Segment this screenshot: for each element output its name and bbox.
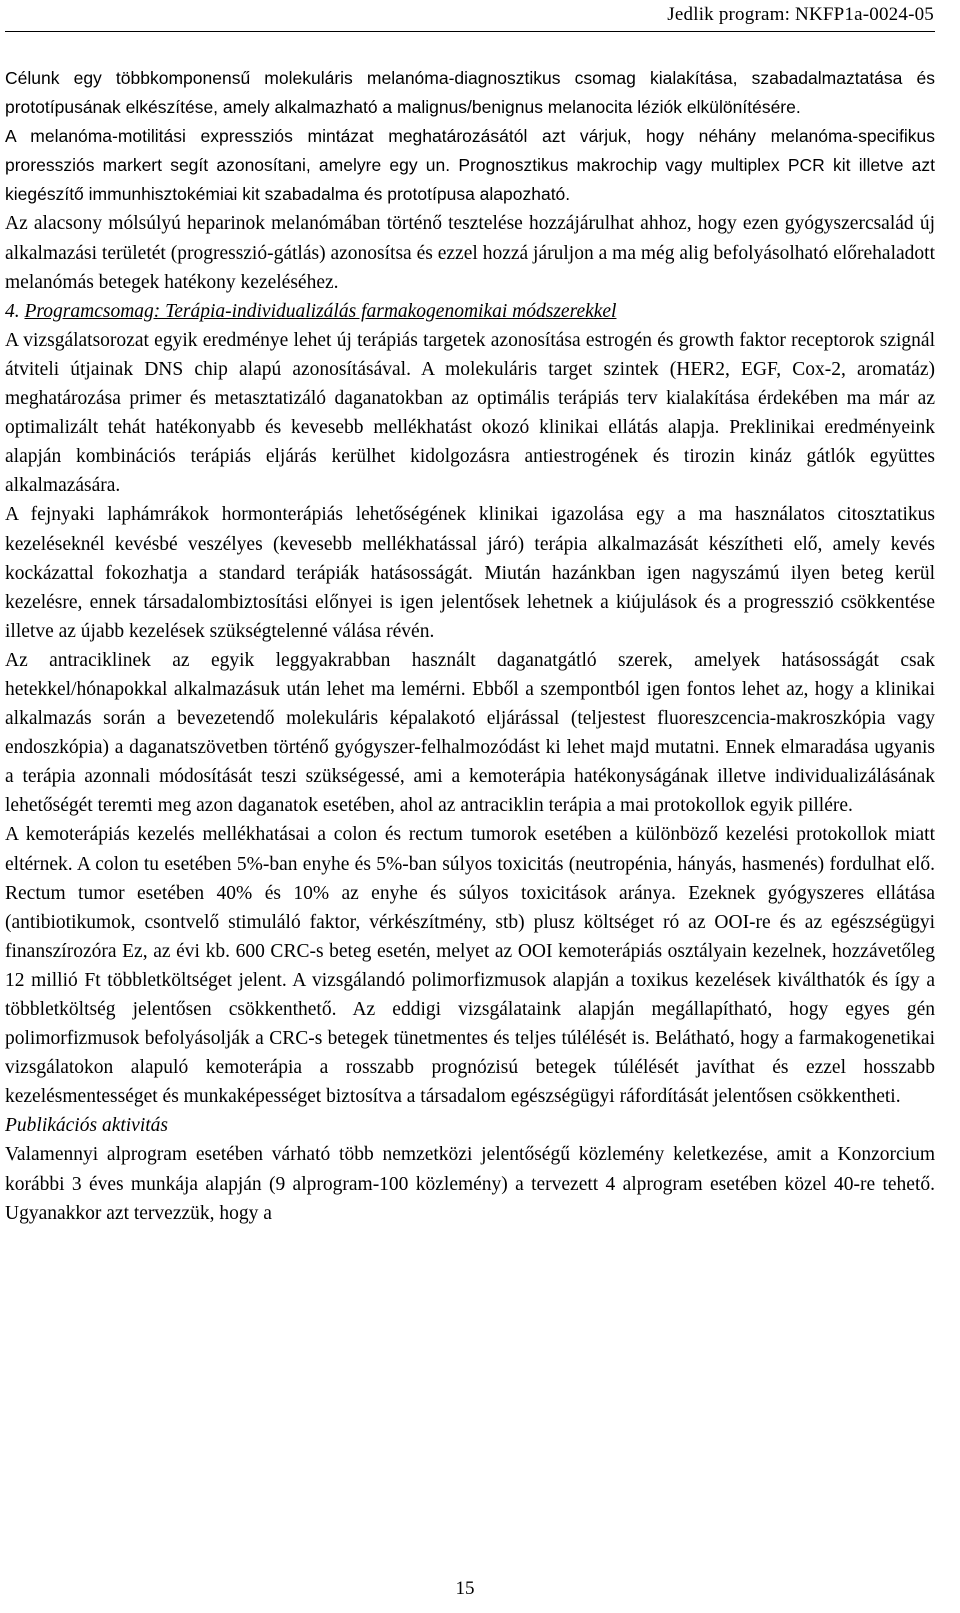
paragraph-targets: A vizsgálatsorozat egyik eredménye lehet új terápiás targetek azonosítása estrogén és growth faktor receptorok szignál átviteli útjainak DNS chip alapú azonosításával. A molekuláris target szintek (HER2, EGF, Cox-2, aromatáz) meghatározása primer és metasztatizáló daganatokban az optimális terápiás terv kialakítása érdekében ma már az optimalizált tehát hatékonyabb és kevesebb mellékhatást okozó klinikai ellátás alapja. Preklinikai eredményeink alapján kombinációs terápiás eljárás kerülhet kidolgozásra antiestrogének és tirozin kináz gátlók együttes alkalmazására.	[5, 329, 935, 497]
page-number: 15	[455, 1578, 475, 1599]
paragraph-motility: A melanóma-motilitási expressziós mintázat meghatározásától azt várjuk, hogy néhány melanóma-specifikus proressziós markert segít azonosítani, amelyre egy un. Prognosztikus makrochip vagy multiplex PCR kit illetve azt kiegészítő immunhisztokémiai kit szabadalma és prototípusa alapozható.	[5, 126, 935, 205]
header-rule	[5, 31, 935, 32]
section-heading-4-number: 4.	[5, 300, 25, 322]
section-heading-4-title: Programcsomag: Terápia-individualizálás farmakogenomikai módszerekkel	[24, 300, 617, 322]
paragraph-anthracyclines: Az antraciklinek az egyik leggyakrabban használt daganatgátló szerek, amelyek hatásosságát csak hetekkel/hónapokkal alkalmazásuk után lehet ma lemérni. Ebből a szempontból igen fontos lehet az, hogy a klinikai alkalmazás során a bevezetendő molekuláris képalakotó eljárással (teljestest fluoreszcencia-makroszkópia vagy endoszkópia) a daganatszövetben történő gyógyszer-felhalmozódást ki lehet majd mutatni. Ennek elmaradása ugyanis a terápia azonnali módosítását teszi szükségessé, ami a kemoterápia hatékonyságának illetve individualizálásának lehetőségét teremti meg azon daganatok esetében, ahol az antraciklin terápia a mai protokollok egyik pillére.	[5, 649, 935, 817]
paragraph-publications: Valamennyi alprogram esetében várható több nemzetközi jelentőségű közlemény keletkezése, amit a Konzorcium korábbi 3 éves munkája alapján (9 alprogram-100 közlemény) a tervezett 4 alprogram esetében közel 40-re tehető. Ugyanakkor azt tervezzük, hogy a	[5, 1144, 935, 1224]
document-header: Jedlik program: NKFP1a-0024-05	[667, 4, 934, 25]
paragraph-head-neck: A fejnyaki laphámrákok hormonterápiás lehetőségének klinikai igazolása egy a ma használatos citosztatikus kezeléseknél kevésbé veszélyes (kevesebb mellékhatással járó) terápia alkalmazását készítheti elő, amely kevés kockázattal fokozhatja a standard terápiák hatásosságát. Miután hazánkban igen nagyszámú ilyen beteg kerül kezelésre, ennek társadalombiztosítási előnyei is igen jelentősek lehetnek a kiújulások és a progresszió csökkentése illetve az újabb kezelések szükségtelenné válása révén.	[5, 504, 935, 642]
paragraph-heparin: Az alacsony mólsúlyú heparinok melanómában történő tesztelése hozzájárulhat ahhoz, hogy ezen gyógyszercsalád új alkalmazási területét (progresszió-gátlás) azonosítsa és ezzel hozzá járuljon a ma még alig befolyásolható előrehaladott melanómás betegek hatékony kezeléséhez.	[5, 213, 935, 293]
paragraph-chemotherapy: A kemoterápiás kezelés mellékhatásai a colon és rectum tumorok esetében a különböző kezelési protokollok miatt eltérnek. A colon tu esetében 5%-ban enyhe és 5%-ban súlyos toxicitás (neutropénia, hányás, hasmenés) fordulhat elő. Rectum tumor esetében 40% és 10% az enyhe és súlyos toxicitások aránya. Ezeknek gyógyszeres ellátása (antibiotikumok, csontvelő stimuláló faktor, vérkészítmény, stb) plusz költséget ró az OOI-re és az egészségügyi finanszírozóra Ez, az évi kb. 600 CRC-s beteg esetén, melyet az OOI kemoterápiás osztályain kezelnek, hozzávetőleg 12 millió Ft többletköltséget jelent. A vizsgálandó polimorfizmusok alapján a toxikus kezelések kiválthatók és így a többletköltség jelentősen csökkenthető. Az eddigi vizsgálataink alapján megállapítható, hogy egyes gén polimorfizmusok befolyásolják a CRC-s betegek tünetmentes és teljes túlélését is. Belátható, hogy a farmakogenetikai vizsgálatokon alapuló kemoterápia a rosszabb prognózisú betegek túlélését javíthat és ezzel hosszabb kezelésmentességet és munkaképességet biztosítva a társadalom egészségügyi ráfordítását jelentősen csökkentheti.	[5, 824, 935, 1108]
paragraph-goal: Célunk egy többkomponensű molekuláris melanóma-diagnosztikus csomag kialakítása, szabadalmaztatása és prototípusának elkészítése, amely alkalmazható a malignus/benignus melanocita léziók elkülönítésére.	[5, 68, 935, 118]
document-body	[5, 64, 935, 1228]
section-heading-4	[5, 297, 935, 326]
publications-heading: Publikációs aktivitás	[5, 1115, 169, 1137]
